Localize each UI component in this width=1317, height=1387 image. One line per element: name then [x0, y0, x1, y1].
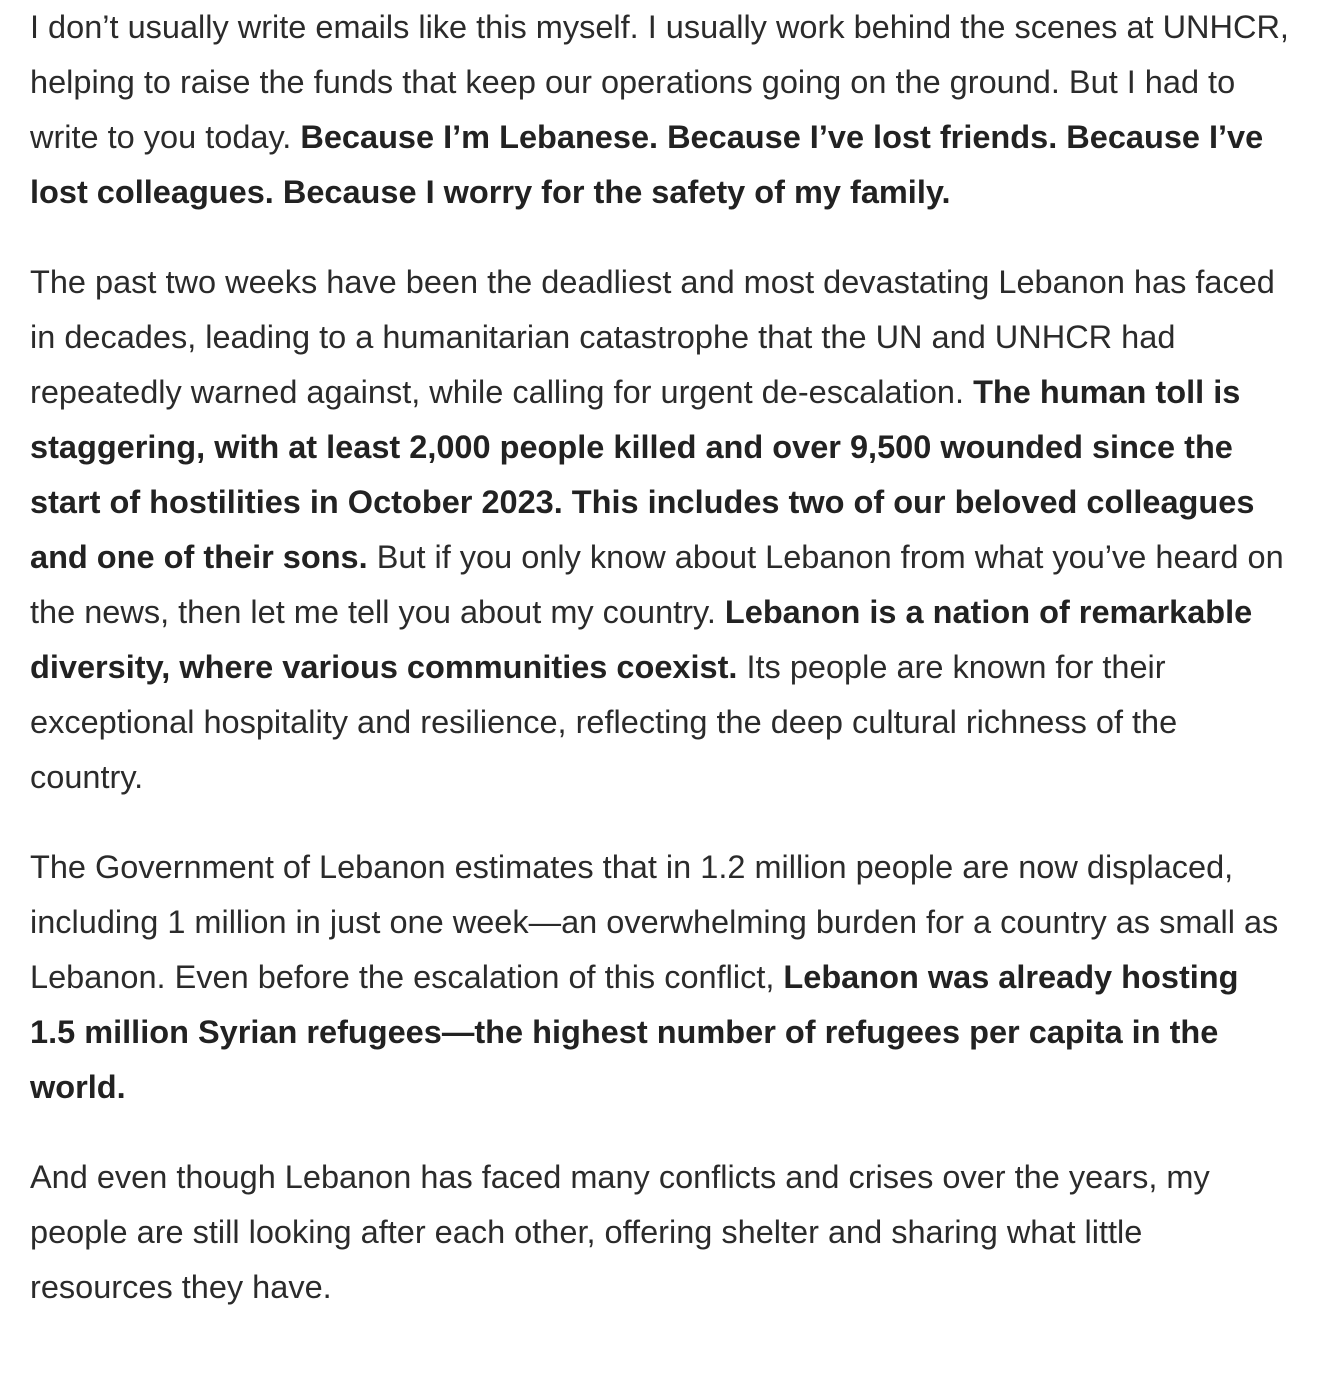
text-segment: And even though Lebanon has faced many conflicts and crises over the years, my people are still looking after each other, offering shelter and sharing what little resources they have. [30, 1159, 1210, 1305]
bold-text-segment: Because I’m Lebanese. Because I’ve lost friends. Because I’ve lost colleagues. Because I worry for the safety of my family. [30, 119, 1264, 210]
paragraph-human-toll [30, 255, 1290, 805]
paragraph-resilience [30, 1150, 1290, 1315]
text-segment: But if you only know about Lebanon from what you’ve heard on the news, then let me tell you about my country. [30, 539, 1284, 630]
text-segment: Its people are known for their exceptional hospitality and resilience, reflecting the deep cultural richness of the country. [30, 649, 1178, 795]
text-segment: The Government of Lebanon estimates that in 1.2 million people are now displaced, including 1 million in just one week—an overwhelming burden for a country as small as Lebanon. Even before the escalation of this conflict, [30, 849, 1279, 995]
paragraph-personal-intro [30, 0, 1290, 220]
email-body [30, 0, 1290, 1315]
bold-text-segment: Lebanon is a nation of remarkable diversity, where various communities coexist. [30, 594, 1253, 685]
text-segment: The past two weeks have been the deadliest and most devastating Lebanon has faced in decades, leading to a humanitarian catastrophe that the UN and UNHCR had repeatedly warned against, while calling for urgent de-escalation. [30, 264, 1275, 410]
text-segment: I don’t usually write emails like this myself. I usually work behind the scenes at UNHCR, helping to raise the funds that keep our operations going on the ground. But I had to write to you today. [30, 9, 1289, 155]
paragraph-displacement [30, 840, 1290, 1115]
bold-text-segment: The human toll is staggering, with at least 2,000 people killed and over 9,500 wounded since the start of hostilities in October 2023. This includes two of our beloved colleagues and one of their sons. [30, 374, 1255, 575]
bold-text-segment: Lebanon was already hosting 1.5 million Syrian refugees—the highest number of refugees per capita in the world. [30, 959, 1239, 1105]
